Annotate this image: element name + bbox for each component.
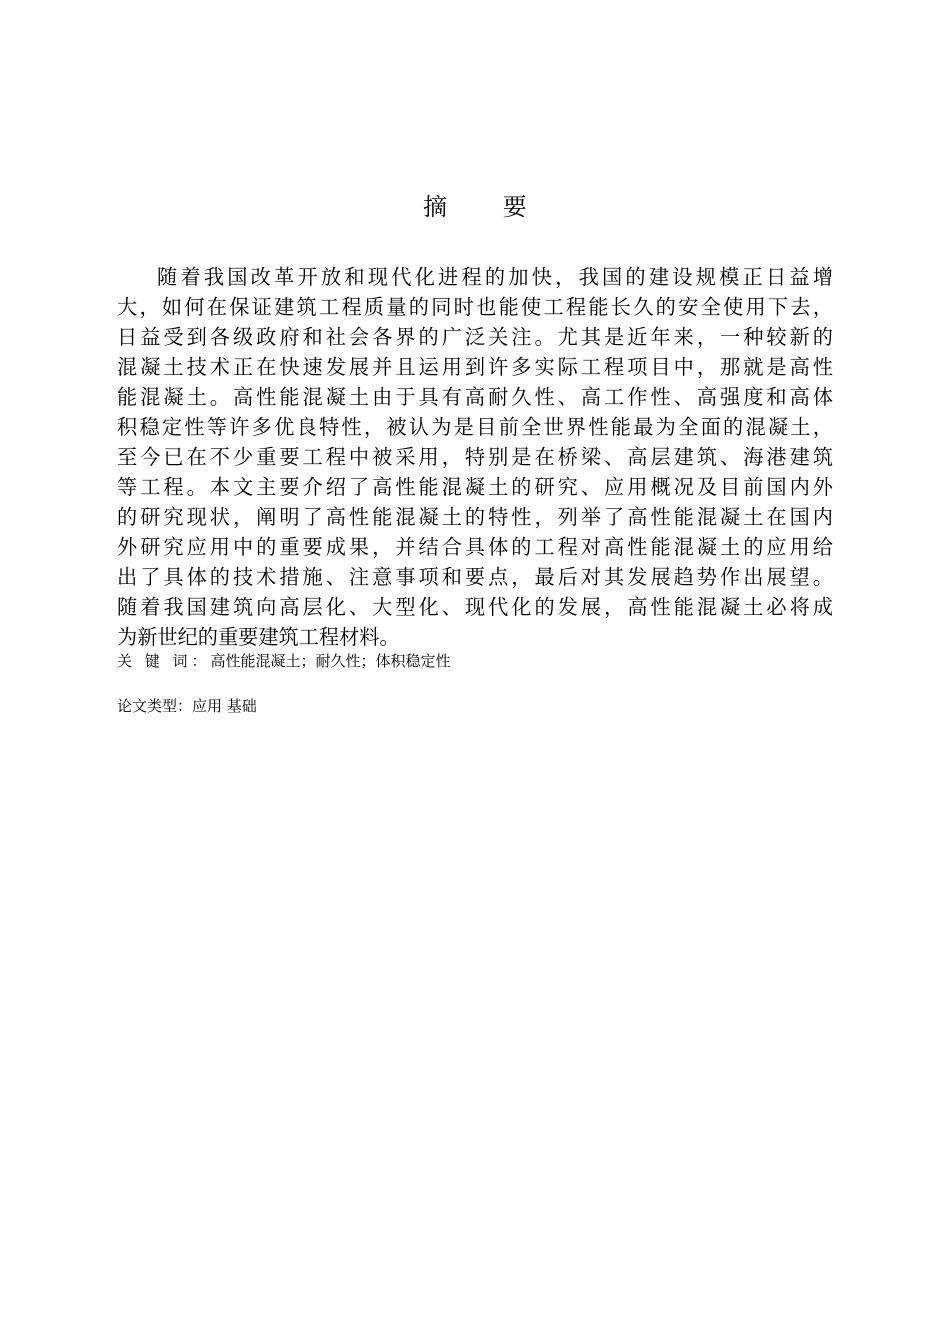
abstract-line: 等工程。本文主要介绍了高性能混凝土的研究、应用概况及目前国内外: [117, 475, 833, 499]
keywords: [117, 650, 451, 672]
abstract-line: 大，如何在保证建筑工程质量的同时也能使工程能长久的安全使用下去，: [117, 295, 833, 319]
paper-type: [117, 695, 257, 717]
abstract-line: 随着我国改革开放和现代化进程的加快，我国的建设规模正日益增: [157, 265, 833, 289]
abstract-title: 摘 要: [423, 193, 551, 221]
abstract-line: 外研究应用中的重要成果，并结合具体的工程对高性能混凝土的应用给: [117, 535, 833, 559]
abstract-line: 为新世纪的重要建筑工程材料。: [117, 625, 400, 649]
abstract-line: 混凝土技术正在快速发展并且运用到许多实际工程项目中，那就是高性: [117, 355, 833, 379]
abstract-line: 积稳定性等许多优良特性，被认为是目前全世界性能最为全面的混凝土，: [117, 415, 833, 439]
paper-type-value: 应用 基础: [192, 697, 257, 715]
paper-type-label: 论文类型：: [117, 697, 193, 715]
abstract-line: 出了具体的技术措施、注意事项和要点，最后对其发展趋势作出展望。: [117, 565, 833, 589]
keywords-value: 高性能混凝土；耐久性；体积稳定性: [210, 652, 451, 670]
abstract-body: [117, 262, 833, 652]
abstract-line: 能混凝土。高性能混凝土由于具有高耐久性、高工作性、高强度和高体: [117, 385, 833, 409]
abstract-line: 的研究现状，阐明了高性能混凝土的特性，列举了高性能混凝土在国内: [117, 505, 833, 529]
abstract-line: 随着我国建筑向高层化、大型化、现代化的发展，高性能混凝土必将成: [117, 595, 833, 619]
abstract-line: 日益受到各级政府和社会各界的广泛关注。尤其是近年来，一种较新的: [117, 325, 833, 349]
abstract-line: 至今已在不少重要工程中被采用，特别是在桥梁、高层建筑、海港建筑: [117, 445, 833, 469]
keywords-label: 关 键 词：: [117, 652, 211, 670]
